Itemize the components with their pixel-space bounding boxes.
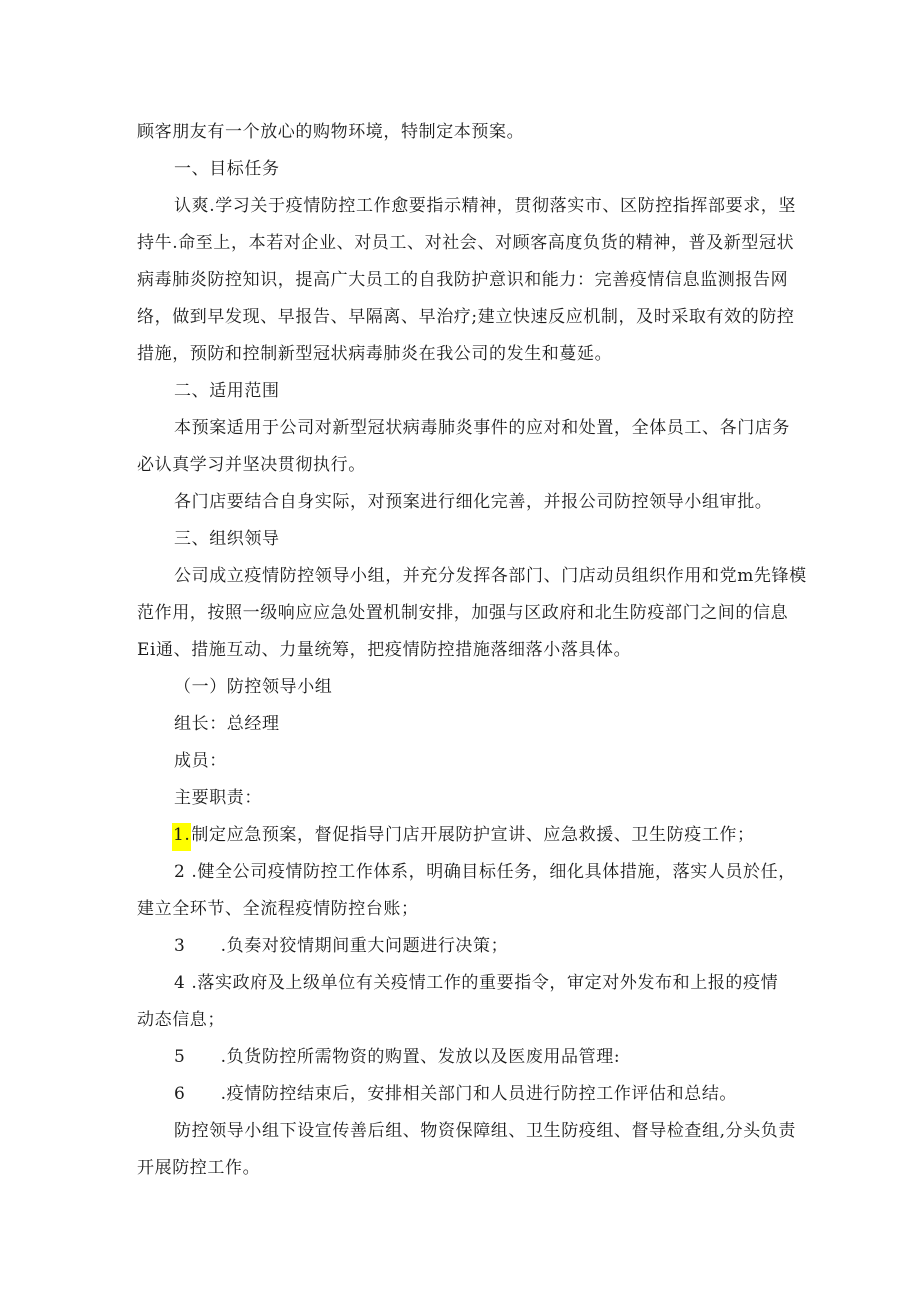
list-item: 2 .健全公司疫情防控工作体系，明确目标任务，细化具体措施，落实人员於任， [174,862,796,882]
list-item: 4 .落实政府及上级单位有关疫情工作的重要指令，审定对外发布和上报的疫情 [174,973,779,993]
text-line: 范作用，按照一级响应应急处置机制安排，加强与区政府和北生防疫部门之间的信息 [137,603,789,623]
list-item: 6 .疫情防控结束后，安排相关部门和人员进行防控工作评估和总结。 [174,1084,738,1104]
text-line: 措施，预防和控制新型冠状病毒肺炎在我公司的发生和蔓延。 [137,344,613,364]
list-item [172,824,755,846]
text-line: Ei通、措施互动、力量统筹，把疫情防控措施落细落小落具体。 [137,640,632,660]
text-line: 各门店要结合自身实际，对预案进行细化完善，并报公司防控领导小组审批。 [174,492,773,512]
text-line: 顾客朋友有一个放心的购物环境，特制定本预案。 [137,122,525,142]
text-line: 本预案适用于公司对新型冠状病毒肺炎事件的应对和处置，全体员工、各门店务 [174,418,790,438]
text-line: 持牛.命至上，本若对企业、对员工、对社会、对顾客高度负货的精神，普及新型冠状 [137,233,795,253]
text-line: 公司成立疫情防控领导小组，并充分发挥各部门、门店动员组织作用和党m先锋模 [174,566,807,586]
section-heading: 一、目标任务 [174,159,280,179]
text-line: 络，做到早发现、早报告、早隔离、早治疗;建立快速反应机制，及时采取有效的防控 [137,307,795,327]
list-item-text: 制定应急预案，督促指导门店开展防护宣讲、应急救援、卫生防疫工作； [191,825,755,845]
text-line: 主要职责： [174,788,262,808]
list-item: 5 .负货防控所需物资的购置、发放以及医废用品管理: [174,1047,621,1067]
section-heading: 三、组织领导 [174,529,280,549]
text-line: 防控领导小组下设宣传善后组、物资保障组、卫生防疫组、督导检查组,分头负责 [174,1121,797,1141]
section-heading: 二、适用范围 [174,381,280,401]
text-line: 成员： [174,751,227,771]
subsection-heading: （一）防控领导小组 [174,677,333,697]
text-line: 认爽.学习关于疫情防控工作愈要指示精神，贯彻落实市、区防控指挥部要求，坚 [174,196,797,216]
text-line: 动态信息； [137,1010,225,1030]
text-line: 建立全环节、全流程疫情防控台账； [137,899,419,919]
highlighted-number: 1. [172,823,191,851]
list-item: 3 .负奏对狡情期间重大问题进行决策； [174,936,509,956]
text-line: 开展防控工作。 [137,1158,261,1178]
text-line: 必认真学习并坚决贯彻执行。 [137,455,366,475]
text-line: 病毒肺炎防控知识，提高广大员工的自我防护意识和能力：完善疫情信息监测报告网 [137,270,789,290]
text-line: 组长：总经理 [174,714,280,734]
